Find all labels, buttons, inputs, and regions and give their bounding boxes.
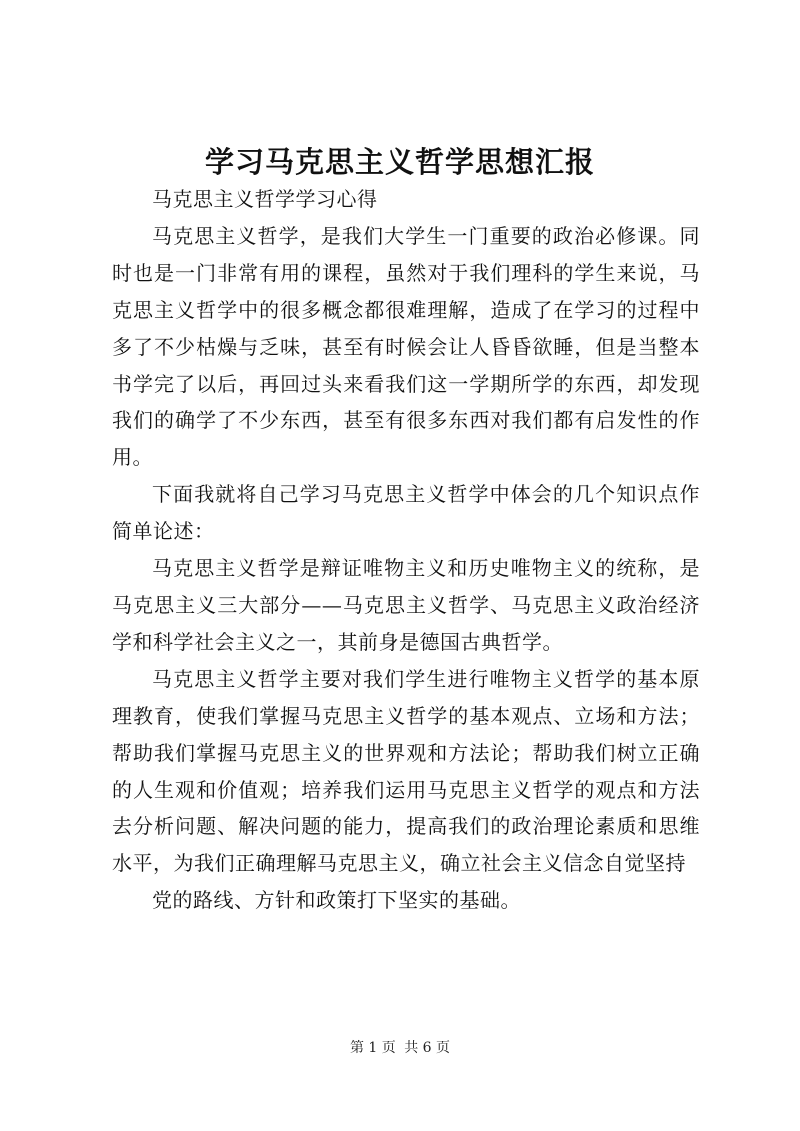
- paragraph-subtitle: 马克思主义哲学学习心得: [152, 187, 378, 211]
- paragraph-purpose: 马克思主义哲学主要对我们学生进行唯物主义哲学的基本原理教育，使我们掌握马克思主义哲学的基本观点、立场和方法；帮助我们掌握马克思主义的世界观和方法论；帮助我们树立正确的人生观和价值观；培养我们运用马克思主义哲学的观点和方法去分析问题、解决问题的能力，提高我们的政治理论素质和思维水平，为我们正确理解马克思主义，确立社会主义信念自觉坚持: [112, 666, 700, 876]
- page-footer: [0, 1038, 800, 1058]
- page-number: 第 1 页: [349, 1040, 396, 1056]
- paragraph-definition: 马克思主义哲学是辩证唯物主义和历史唯物主义的统称，是马克思主义三大部分——马克思主义哲学、马克思主义政治经济学和科学社会主义之一，其前身是德国古典哲学。: [112, 556, 700, 654]
- document-body: [112, 181, 700, 919]
- paragraph-conclusion: 党的路线、方针和政策打下坚实的基础。: [152, 888, 521, 913]
- document-title: 学习马克思主义哲学思想汇报: [204, 145, 595, 179]
- total-pages: 共 6 页: [404, 1040, 451, 1056]
- paragraph-overview: 下面我就将自己学习马克思主义哲学中体会的几个知识点作简单论述：: [112, 482, 700, 544]
- paragraph-intro: 马克思主义哲学，是我们大学生一门重要的政治必修课。同时也是一门非常有用的课程，虽然对于我们理科的学生来说，马克思主义哲学中的很多概念都很难理解，造成了在学习的过程中多了不少枯燥与乏味，甚至有时候会让人昏昏欲睡，但是当整本书学完了以后，再回过头来看我们这一学期所学的东西，却发现我们的确学了不少东西，甚至有很多东西对我们都有启发性的作用。: [112, 223, 700, 470]
